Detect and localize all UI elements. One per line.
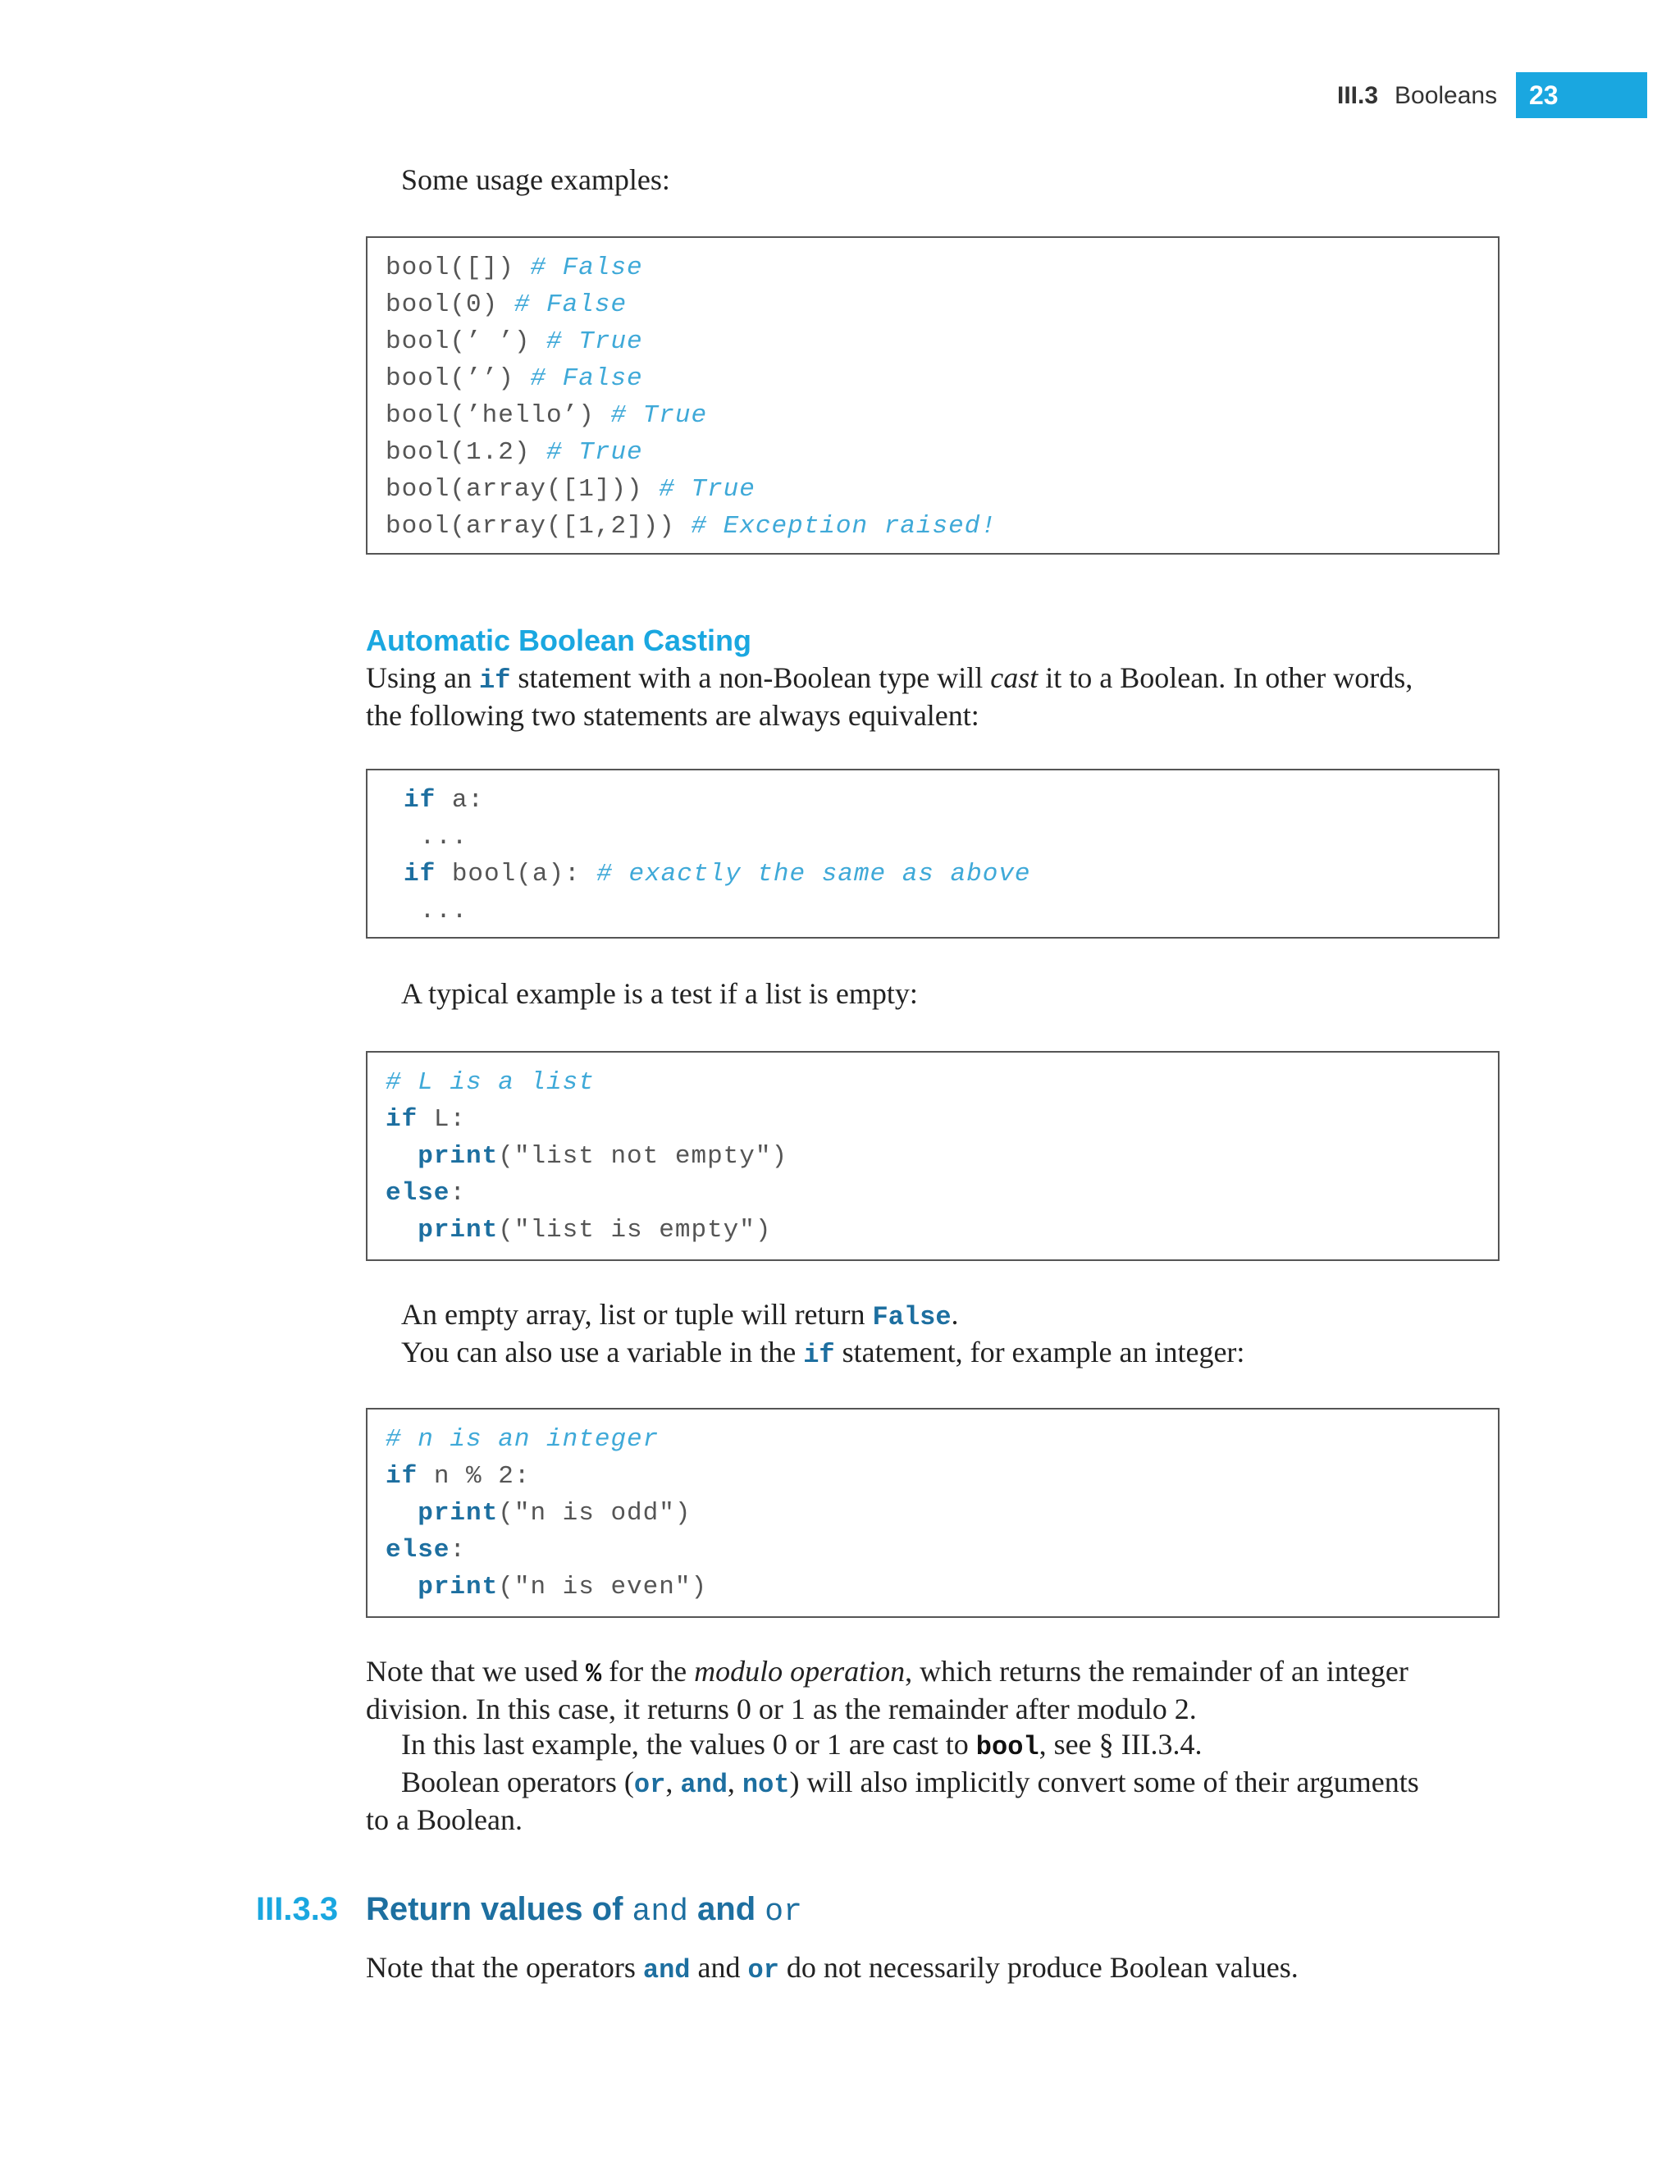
code-line: ...	[404, 823, 468, 852]
code-box-integer-odd-even	[366, 1408, 1500, 1618]
page-number: 23	[1516, 72, 1647, 118]
code-line: # L is a list	[386, 1068, 595, 1097]
intro-text: Some usage examples:	[401, 163, 670, 196]
typical-example-text: A typical example is a test if a list is empty:	[401, 977, 918, 1010]
code-line: # n is an integer	[386, 1425, 660, 1454]
final-paragraph: Note that the operators and and or do not necessarily produce Boolean values.	[366, 1951, 1299, 1985]
code-line: bool(’ ’) # True	[386, 327, 643, 356]
code-box-list-empty	[366, 1051, 1500, 1261]
code-line: bool(’hello’) # True	[386, 401, 708, 430]
code-line: print("n is even")	[418, 1573, 708, 1601]
code-line: bool(’’) # False	[386, 364, 643, 393]
running-head-section: III.3	[1337, 82, 1379, 109]
code-line: if L:	[386, 1105, 467, 1134]
code-line: ...	[404, 897, 468, 925]
code-line: else:	[386, 1536, 467, 1565]
subsection-heading: Automatic Boolean Casting	[366, 624, 752, 657]
code-line: else:	[386, 1179, 467, 1208]
code-line: if bool(a): # exactly the same as above	[404, 860, 1031, 889]
code-line: bool(1.2) # True	[386, 438, 643, 467]
code-box-bool-examples	[366, 236, 1500, 555]
code-line: bool(array([1])) # True	[386, 475, 756, 504]
empty-array-paragraph: An empty array, list or tuple will return False. You can also use a variable in the if statement, for example an integer:	[401, 1298, 1245, 1370]
modulo-note-paragraph: Note that we used % for the modulo operation, which returns the remainder of an integer division. In this case, it returns 0 or 1 as the remainder after modulo 2. In this last example, the values 0 or 1 are cast to bool, see § III.3.4. Boolean operators (or, and, not) will also implicitly convert some of their arguments to a Boolean.	[366, 1655, 1419, 1836]
code-line: bool([]) # False	[386, 254, 643, 282]
running-head-title: Booleans	[1395, 82, 1498, 109]
code-box-if-equivalence	[366, 769, 1500, 939]
code-line: print("n is odd")	[418, 1499, 692, 1528]
code-line: if a:	[404, 786, 485, 815]
code-line: bool(0) # False	[386, 290, 628, 319]
section-title: Return values of and and or	[366, 1891, 802, 1930]
code-line: print("list is empty")	[418, 1216, 772, 1245]
code-line: print("list not empty")	[418, 1142, 788, 1171]
code-line: bool(array([1,2])) # Exception raised!	[386, 512, 997, 541]
code-line: if n % 2:	[386, 1462, 531, 1491]
section-number: III.3.3	[256, 1891, 339, 1927]
auto-casting-paragraph: Using an if statement with a non-Boolean type will cast it to a Boolean. In other words, the following two statements are always equivalent:	[366, 661, 1413, 732]
